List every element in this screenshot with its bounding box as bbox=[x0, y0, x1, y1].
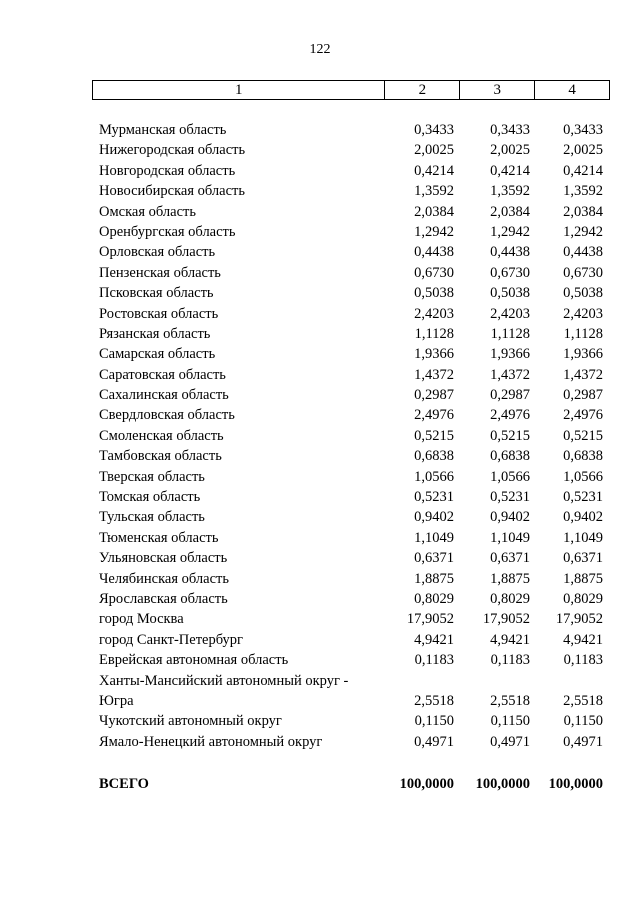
value-col-4: 1,1049 bbox=[563, 529, 603, 546]
value-col-4: 1,0566 bbox=[563, 468, 603, 485]
value-col-2: 2,4203 bbox=[414, 305, 454, 322]
value-col-4: 2,0384 bbox=[563, 203, 603, 220]
value-col-3: 1,1049 bbox=[490, 529, 530, 546]
region-name: Ульяновская область bbox=[99, 550, 228, 567]
region-name: Тульская область bbox=[99, 509, 205, 526]
table-row bbox=[0, 446, 640, 466]
value-col-3: 1,3592 bbox=[490, 183, 530, 200]
value-col-3: 0,9402 bbox=[490, 509, 530, 526]
table-row bbox=[0, 304, 640, 324]
table-row bbox=[0, 671, 640, 712]
table-row bbox=[0, 263, 640, 283]
value-col-2: 0,2987 bbox=[414, 387, 454, 404]
region-name: Тверская область bbox=[99, 468, 205, 485]
total-value-3: 100,0000 bbox=[475, 776, 530, 792]
value-col-3: 1,9366 bbox=[490, 346, 530, 363]
value-col-2: 2,5518 bbox=[414, 692, 454, 709]
value-col-4: 2,4976 bbox=[563, 407, 603, 424]
value-col-2: 0,5231 bbox=[414, 489, 454, 506]
region-name: Свердловская область bbox=[99, 407, 235, 424]
value-col-3: 0,8029 bbox=[490, 590, 530, 607]
region-name: Орловская область bbox=[99, 244, 216, 261]
region-name-line-1: Ханты-Мансийский автономный округ - bbox=[99, 672, 349, 689]
value-col-3: 0,4438 bbox=[490, 244, 530, 261]
table-row bbox=[0, 548, 640, 568]
value-col-3: 2,4976 bbox=[490, 407, 530, 424]
table-row bbox=[0, 650, 640, 670]
value-col-3: 0,5231 bbox=[490, 489, 530, 506]
value-col-4: 1,9366 bbox=[563, 346, 603, 363]
value-col-2: 0,3433 bbox=[414, 122, 454, 138]
value-col-2: 1,4372 bbox=[414, 366, 454, 383]
table-row bbox=[0, 344, 640, 364]
table-row bbox=[0, 426, 640, 446]
value-col-4: 0,3433 bbox=[563, 122, 603, 138]
total-value-4: 100,0000 bbox=[548, 776, 603, 792]
region-name: Ярославская область bbox=[99, 590, 228, 607]
value-col-4: 0,1183 bbox=[563, 652, 603, 669]
table-row bbox=[0, 630, 640, 650]
value-col-4: 0,6730 bbox=[563, 264, 603, 281]
value-col-2: 2,0025 bbox=[414, 142, 454, 159]
value-col-4: 0,4214 bbox=[563, 162, 603, 179]
value-col-4: 0,6371 bbox=[563, 550, 603, 567]
region-name: Оренбургская область bbox=[99, 223, 236, 240]
value-col-2: 0,6730 bbox=[414, 264, 454, 281]
value-col-2: 0,5215 bbox=[414, 427, 454, 444]
column-header-1: 1 bbox=[93, 81, 385, 100]
table-body bbox=[0, 120, 640, 752]
value-col-3: 1,4372 bbox=[490, 366, 530, 383]
value-col-2: 0,4971 bbox=[414, 733, 454, 750]
value-col-3: 1,1128 bbox=[490, 325, 530, 342]
region-name: Рязанская область bbox=[99, 325, 211, 342]
value-col-4: 0,5215 bbox=[563, 427, 603, 444]
value-col-4: 0,6838 bbox=[563, 448, 603, 465]
value-col-3: 0,1183 bbox=[490, 652, 530, 669]
value-col-2: 1,0566 bbox=[414, 468, 454, 485]
value-col-2: 0,6371 bbox=[414, 550, 454, 567]
value-col-2: 1,1128 bbox=[414, 325, 454, 342]
table-row bbox=[0, 120, 640, 140]
value-col-2: 0,4214 bbox=[414, 162, 454, 179]
value-col-2: 0,9402 bbox=[414, 509, 454, 526]
region-name-line-2: Югра bbox=[99, 692, 134, 709]
table-row bbox=[0, 324, 640, 344]
value-col-3: 0,3433 bbox=[490, 122, 530, 138]
value-col-2: 2,0384 bbox=[414, 203, 454, 220]
value-col-4: 4,9421 bbox=[563, 631, 603, 648]
value-col-2: 1,9366 bbox=[414, 346, 454, 363]
value-col-4: 0,1150 bbox=[563, 713, 603, 730]
value-col-2: 0,1183 bbox=[414, 652, 454, 669]
table-row bbox=[0, 242, 640, 262]
region-name bbox=[99, 671, 399, 712]
table-row bbox=[0, 222, 640, 242]
value-col-4: 1,3592 bbox=[563, 183, 603, 200]
value-col-3: 2,4203 bbox=[490, 305, 530, 322]
value-col-4: 0,5231 bbox=[563, 489, 603, 506]
value-col-2: 4,9421 bbox=[414, 631, 454, 648]
table-row bbox=[0, 569, 640, 589]
table-row bbox=[0, 711, 640, 731]
value-col-2: 17,9052 bbox=[406, 611, 454, 628]
value-col-3: 2,0025 bbox=[490, 142, 530, 159]
value-col-3: 2,0384 bbox=[490, 203, 530, 220]
value-col-2: 1,8875 bbox=[414, 570, 454, 587]
value-col-2: 0,8029 bbox=[414, 590, 454, 607]
region-name: Челябинская область bbox=[99, 570, 229, 587]
value-col-3: 1,8875 bbox=[490, 570, 530, 587]
value-col-3: 0,6838 bbox=[490, 448, 530, 465]
value-col-3: 0,6371 bbox=[490, 550, 530, 567]
column-header-2: 2 bbox=[385, 81, 460, 100]
value-col-2: 1,1049 bbox=[414, 529, 454, 546]
region-name: Еврейская автономная область bbox=[99, 652, 289, 669]
value-col-4: 0,2987 bbox=[563, 387, 603, 404]
value-col-3: 17,9052 bbox=[482, 611, 530, 628]
region-name: Новгородская область bbox=[99, 162, 236, 179]
value-col-4: 2,5518 bbox=[563, 692, 603, 709]
value-col-4: 1,8875 bbox=[563, 570, 603, 587]
value-col-3: 0,2987 bbox=[490, 387, 530, 404]
value-col-4: 0,4971 bbox=[563, 733, 603, 750]
value-col-4: 2,4203 bbox=[563, 305, 603, 322]
value-col-3: 1,0566 bbox=[490, 468, 530, 485]
value-col-4: 17,9052 bbox=[555, 611, 603, 628]
region-name: Чукотский автономный округ bbox=[99, 713, 282, 730]
region-name: Смоленская область bbox=[99, 427, 224, 444]
value-col-2: 0,5038 bbox=[414, 285, 454, 302]
total-value-2: 100,0000 bbox=[399, 776, 454, 792]
value-col-4: 0,5038 bbox=[563, 285, 603, 302]
value-col-2: 1,2942 bbox=[414, 223, 454, 240]
total-row bbox=[0, 773, 640, 795]
table-row bbox=[0, 487, 640, 507]
value-col-3: 0,5038 bbox=[490, 285, 530, 302]
value-col-2: 0,1150 bbox=[414, 713, 454, 730]
value-col-2: 2,4976 bbox=[414, 407, 454, 424]
table-row bbox=[0, 405, 640, 425]
region-name: Тюменская область bbox=[99, 529, 219, 546]
value-col-4: 1,1128 bbox=[563, 325, 603, 342]
table-row bbox=[0, 732, 640, 752]
value-col-3: 0,6730 bbox=[490, 264, 530, 281]
page-number: 122 bbox=[309, 42, 331, 57]
region-name: Пензенская область bbox=[99, 264, 221, 281]
value-col-4: 1,4372 bbox=[563, 366, 603, 383]
value-col-2: 0,6838 bbox=[414, 448, 454, 465]
region-name: Ямало-Ненецкий автономный округ bbox=[99, 733, 323, 750]
region-name: Нижегородская область bbox=[99, 142, 246, 159]
table-row bbox=[0, 365, 640, 385]
region-name: Томская область bbox=[99, 489, 201, 506]
value-col-4: 0,9402 bbox=[563, 509, 603, 526]
table-row bbox=[0, 161, 640, 181]
value-col-4: 0,8029 bbox=[563, 590, 603, 607]
table-row bbox=[0, 385, 640, 405]
table-row bbox=[0, 507, 640, 527]
value-col-3: 0,4971 bbox=[490, 733, 530, 750]
table-row bbox=[0, 140, 640, 160]
value-col-3: 2,5518 bbox=[490, 692, 530, 709]
region-name: Омская область bbox=[99, 203, 196, 220]
value-col-3: 0,4214 bbox=[490, 162, 530, 179]
region-name: город Москва bbox=[99, 611, 184, 628]
region-name: Сахалинская область bbox=[99, 387, 229, 404]
table-row bbox=[0, 528, 640, 548]
value-col-2: 1,3592 bbox=[414, 183, 454, 200]
column-header-3: 3 bbox=[460, 81, 535, 100]
table-row bbox=[0, 589, 640, 609]
region-name: Ростовская область bbox=[99, 305, 219, 322]
region-name: Мурманская область bbox=[99, 122, 227, 138]
region-name: Новосибирская область bbox=[99, 183, 245, 200]
region-name: город Санкт-Петербург bbox=[99, 631, 244, 648]
table-row bbox=[0, 202, 640, 222]
table-row bbox=[0, 181, 640, 201]
value-col-2: 0,4438 bbox=[414, 244, 454, 261]
region-name: Саратовская область bbox=[99, 366, 226, 383]
table-row bbox=[0, 609, 640, 629]
value-col-3: 0,1150 bbox=[490, 713, 530, 730]
column-header-4: 4 bbox=[535, 81, 610, 100]
region-name: Тамбовская область bbox=[99, 448, 222, 465]
value-col-3: 0,5215 bbox=[490, 427, 530, 444]
value-col-3: 4,9421 bbox=[490, 631, 530, 648]
column-header-row bbox=[92, 80, 610, 100]
region-name: Псковская область bbox=[99, 285, 214, 302]
value-col-4: 2,0025 bbox=[563, 142, 603, 159]
table-row bbox=[0, 283, 640, 303]
total-label: ВСЕГО bbox=[99, 776, 149, 792]
table-row bbox=[0, 467, 640, 487]
value-col-3: 1,2942 bbox=[490, 223, 530, 240]
value-col-4: 1,2942 bbox=[563, 223, 603, 240]
region-name: Самарская область bbox=[99, 346, 216, 363]
value-col-4: 0,4438 bbox=[563, 244, 603, 261]
